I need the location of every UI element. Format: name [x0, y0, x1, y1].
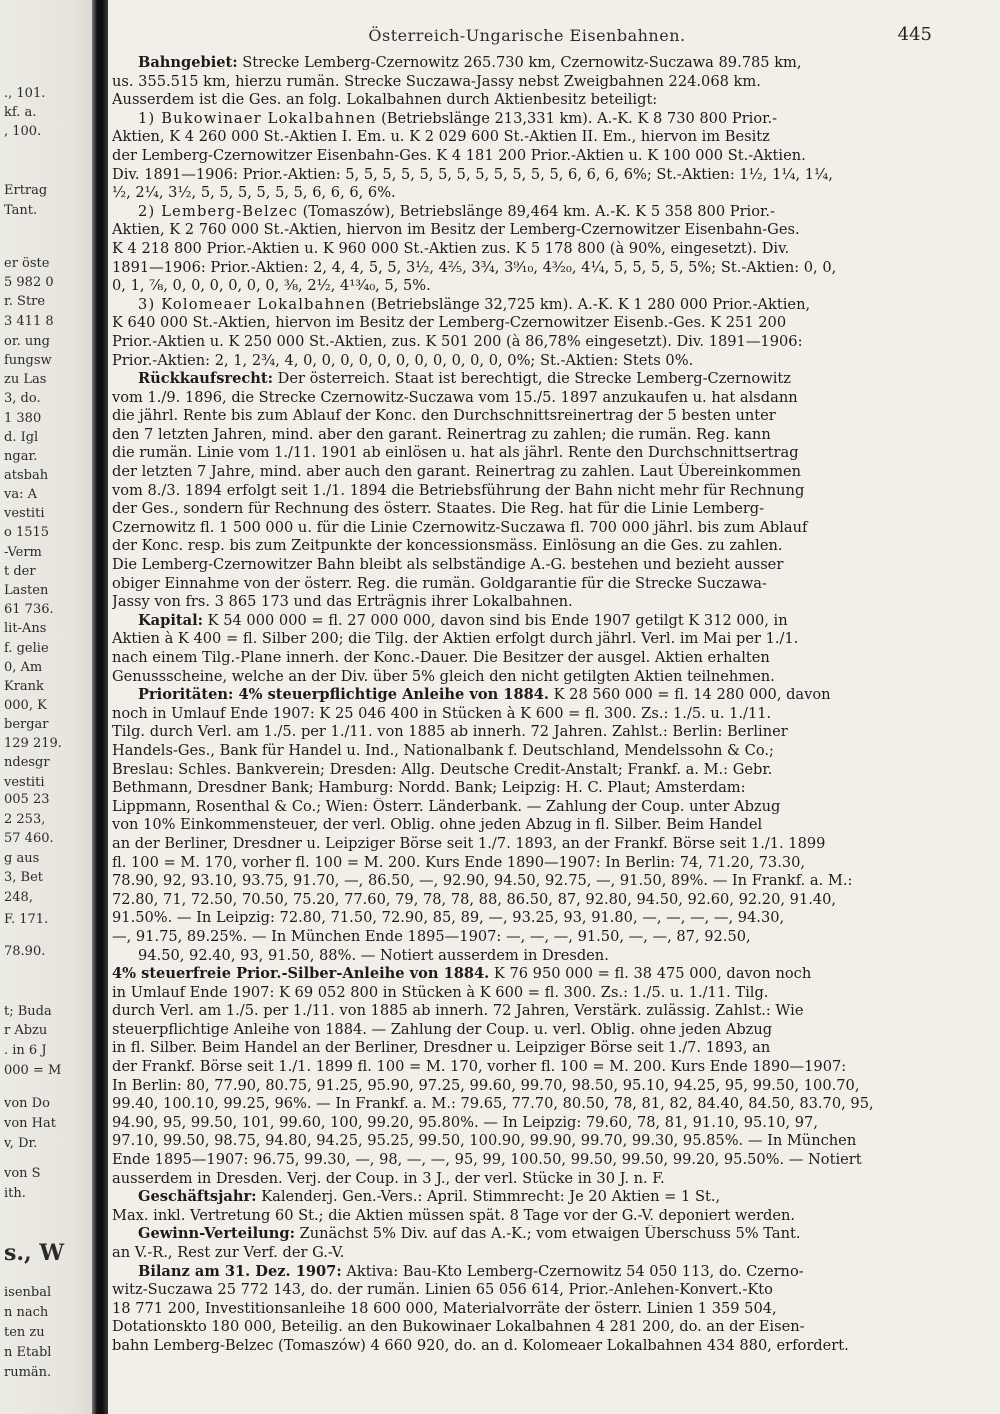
margin-fragment: lit-Ans — [4, 621, 47, 636]
section-heading: Kapital: — [138, 611, 204, 629]
text-line — [112, 240, 942, 259]
line-text: der Ges., sondern für Rechnung des österr. Staates. Die Reg. hat für die Linie Lemberg- — [112, 500, 765, 518]
text-line — [112, 1058, 942, 1077]
line-text: noch in Umlauf Ende 1907: K 25 046 400 in Stücken à K 600 = fl. 300. Zs.: 1./5. u. 1./11. — [112, 704, 772, 722]
line-text: von 10% Einkommensteuer, der verl. Oblig. ohne jeden Abzug in fl. Silber. Beim Handel — [112, 816, 763, 834]
text-line — [112, 444, 942, 463]
margin-fragment: , 100. — [4, 124, 42, 139]
margin-fragment: r. Stre — [4, 294, 46, 309]
margin-fragment: rumän. — [4, 1365, 52, 1380]
margin-fragment: n nach — [4, 1305, 49, 1320]
text-line — [112, 612, 942, 631]
margin-fragment: isenbal — [4, 1285, 52, 1300]
line-text: Aktien, K 4 260 000 St.-Aktien I. Em. u. K 2 029 600 St.-Aktien II. Em., hiervon im Besitz — [112, 128, 770, 146]
margin-fragment: 3, Bet — [4, 870, 44, 885]
margin-fragment: Ertrag — [4, 183, 48, 198]
text-line — [112, 166, 942, 185]
text-line — [112, 389, 942, 408]
line-text: Genussscheine, welche an der Div. über 5% gleich den nicht getilgten Aktien teilnehmen. — [112, 667, 775, 685]
line-text: 91.50%. — In Leipzig: 72.80, 71.50, 72.90, 85, 89, —, 93.25, 93, 91.80, —, —, —, —, 94.30, — [112, 909, 785, 927]
text-line — [112, 519, 942, 538]
text-line — [112, 259, 942, 278]
body-text — [112, 54, 942, 1356]
text-line — [112, 928, 942, 947]
margin-fragment: 005 23 — [4, 792, 50, 807]
line-text: Breslau: Schles. Bankverein; Dresden: Allg. Deutsche Credit-Anstalt; Frankf. a. M.: Gebr. — [112, 760, 773, 778]
text-line — [112, 593, 942, 612]
section-heading: 1) Bukowinaer Lokalbahnen — [138, 109, 377, 127]
text-line — [112, 891, 942, 910]
margin-fragment: 5 982 0 — [4, 275, 54, 290]
text-line — [112, 1039, 942, 1058]
section-heading: Gewinn-Verteilung: — [138, 1225, 295, 1243]
line-text: der Frankf. Börse seit 1./1. 1899 fl. 100 = M. 170, vorher fl. 100 = M. 200. Kurs Ende 1890—1907: — [112, 1058, 847, 1076]
section-heading: Bahngebiet: — [138, 54, 238, 71]
line-text: Kalenderj. Gen.-Vers.: April. Stimmrecht: Je 20 Aktien = 1 St., — [256, 1188, 721, 1206]
text-line — [112, 1114, 942, 1133]
margin-fragment: von Hat — [4, 1116, 56, 1131]
line-text: Jassy von frs. 3 865 173 und das Erträgnis ihrer Lokalbahnen. — [112, 593, 573, 611]
line-text: in Umlauf Ende 1907: K 69 052 800 in Stücken à K 600 = fl. 300. Zs.: 1./5. u. 1./11. Tilg. — [112, 983, 769, 1001]
text-line — [112, 1002, 942, 1021]
section-heading: 4% steuerfreie Prior.-Silber-Anleihe von 1884. — [112, 965, 490, 983]
line-text: (Betriebslänge 213,331 km). A.-K. K 8 730 800 Prior.- — [376, 109, 778, 127]
line-text: ausserdem in Dresden. Verj. der Coup. in 3 J., der verl. Stücke in 30 J. n. F. — [112, 1169, 665, 1187]
margin-fragment: ten zu — [4, 1325, 45, 1340]
line-text: 0, 1, ⁷⁄₈, 0, 0, 0, 0, 0, 0, ³⁄₈, 2½, 4¹³⁄₄₀, 5, 5%. — [112, 277, 431, 295]
line-text: obiger Einnahme von der österr. Reg. die rumän. Goldgarantie für die Strecke Suczawa- — [112, 574, 767, 592]
text-line — [112, 1207, 942, 1226]
line-text: Lippmann, Rosenthal & Co.; Wien: Österr. Länderbank. — Zahlung der Coup. unter Abzug — [112, 797, 781, 815]
margin-fragment: 2 253, — [4, 812, 46, 827]
margin-fragment: Lasten — [4, 583, 49, 598]
line-text: 97.10, 99.50, 98.75, 94.80, 94.25, 95.25, 99.50, 100.90, 99.90, 99.70, 99.30, 95.85%. — In München — [112, 1132, 857, 1150]
text-line — [112, 854, 942, 873]
text-line — [112, 370, 942, 389]
line-text: Tilg. durch Verl. am 1./5. per 1./11. von 1885 ab innerh. 72 Jahren. Zahlst.: Berlin: Berliner — [112, 723, 788, 741]
line-text: 72.80, 71, 72.50, 70.50, 75.20, 77.60, 79, 78, 78, 88, 86.50, 87, 92.80, 94.50, 92.60, 92.20, 91.40, — [112, 890, 837, 908]
text-line — [112, 1244, 942, 1263]
line-text: K 76 950 000 = fl. 38 475 000, davon noch — [489, 965, 812, 983]
text-line — [112, 1021, 942, 1040]
page-number: 445 — [897, 24, 932, 45]
line-text: Aktien, K 2 760 000 St.-Aktien, hiervon im Besitz der Lemberg-Czernowitzer Eisenbahn-Ges. — [112, 221, 800, 239]
line-text: Zunächst 5% Div. auf das A.-K.; vom etwaigen Überschuss 5% Tant. — [294, 1225, 801, 1243]
margin-fragment: . in 6 J — [4, 1043, 47, 1058]
line-text: —, 91.75, 89.25%. — In München Ende 1895—1907: —, —, —, 91.50, —, —, 87, 92.50, — [112, 927, 751, 945]
line-text: der letzten 7 Jahre, mind. aber auch den garant. Reinertrag zu zahlen. Laut Übereinkommen — [112, 463, 802, 481]
text-line — [112, 761, 942, 780]
margin-fragment: F. 171. — [4, 912, 49, 927]
text-line — [112, 1300, 942, 1319]
line-text: vom 1./9. 1896, die Strecke Czernowitz-Suczawa vom 15./5. 1897 anzukaufen u. hat alsdann — [112, 388, 798, 406]
line-text: Czernowitz fl. 1 500 000 u. für die Linie Czernowitz-Suczawa fl. 700 000 jährl. bis zum Ablauf — [112, 518, 808, 536]
line-text: us. 355.515 km, hierzu rumän. Strecke Suczawa-Jassy nebst Zweigbahnen 224.068 km. — [112, 72, 761, 90]
line-text: witz-Suczawa 25 772 143, do. der rumän. Linien 65 056 614, Prior.-Anlehen-Konvert.-Kto — [112, 1281, 773, 1299]
margin-fragment: von Do — [4, 1096, 50, 1111]
margin-fragment: er öste — [4, 256, 50, 271]
line-text: die rumän. Linie vom 1./11. 1901 ab einlösen u. hat als jährl. Rente den Durchschnittsertrag — [112, 444, 799, 462]
text-line — [112, 537, 942, 556]
section-heading: Geschäftsjahr: — [138, 1188, 257, 1206]
text-line — [112, 649, 942, 668]
text-line — [112, 1170, 942, 1189]
text-line — [112, 1077, 942, 1096]
text-line — [112, 482, 942, 501]
margin-fragment: kf. a. — [4, 105, 37, 120]
margin-fragment: 129 219. — [4, 736, 62, 751]
text-line — [112, 1225, 942, 1244]
line-text: Handels-Ges., Bank für Handel u. Ind., Nationalbank f. Deutschland, Mendelssohn & Co.; — [112, 741, 774, 759]
text-line — [112, 277, 942, 296]
line-text: fl. 100 = M. 170, vorher fl. 100 = M. 200. Kurs Ende 1890—1907: In Berlin: 74, 71.20, 73.30, — [112, 853, 806, 871]
text-line — [112, 872, 942, 891]
margin-fragment: d. Igl — [4, 430, 39, 445]
text-line — [112, 203, 942, 222]
margin-fragment: va: A — [4, 487, 37, 502]
margin-fragment: 3, do. — [4, 391, 41, 406]
text-line — [112, 742, 942, 761]
line-text: Max. inkl. Vertretung 60 St.; die Aktien müssen spät. 8 Tage vor der G.-V. deponiert werden. — [112, 1206, 796, 1224]
text-line — [112, 1095, 942, 1114]
text-line — [112, 500, 942, 519]
line-text: steuerpflichtige Anleihe von 1884. — Zahlung der Coup. u. verl. Oblig. ohne jeden Abzug — [112, 1020, 773, 1038]
line-text: in fl. Silber. Beim Handel an der Berliner, Dresdner u. Leipziger Börse seit 1./7. 1893, an — [112, 1039, 771, 1057]
margin-fragment: t der — [4, 564, 36, 579]
text-line — [112, 909, 942, 928]
margin-fragment: 0, Am — [4, 660, 43, 675]
text-line — [112, 91, 942, 110]
section-heading: Prioritäten: 4% steuerpflichtige Anleihe von 1884. — [138, 686, 549, 704]
text-line — [112, 965, 942, 984]
page — [112, 18, 942, 1410]
book-gutter — [92, 0, 108, 1414]
margin-fragment: v, Dr. — [4, 1136, 38, 1151]
text-line — [112, 73, 942, 92]
line-text: Der österreich. Staat ist berechtigt, die Strecke Lemberg-Czernowitz — [273, 370, 791, 388]
margin-fragment: atsbah — [4, 468, 49, 483]
margin-fragment: g aus — [4, 851, 40, 866]
margin-fragment: vestiti — [4, 506, 45, 521]
margin-fragment: 61 736. — [4, 602, 54, 617]
text-line — [112, 1318, 942, 1337]
text-line — [112, 1337, 942, 1356]
line-text: durch Verl. am 1./5. per 1./11. von 1885 ab innerh. 72 Jahren, Verstärk. zulässig. Zahlst.: Wie — [112, 1002, 804, 1020]
line-text: an V.-R., Rest zur Verf. der G.-V. — [112, 1244, 345, 1261]
margin-fragment: 248, — [4, 890, 33, 905]
line-text: vom 8./3. 1894 erfolgt seit 1./1. 1894 die Betriebsführung der Bahn nicht mehr für Rechnung — [112, 481, 805, 499]
line-text: 94.50, 92.40, 93, 91.50, 88%. — Notiert ausserdem in Dresden. — [138, 946, 609, 964]
line-text: K 54 000 000 = fl. 27 000 000, davon sind bis Ende 1907 getilgt K 312 000, in — [203, 611, 788, 629]
margin-fragment: bergar — [4, 717, 49, 732]
margin-fragment: r Abzu — [4, 1023, 48, 1038]
text-line — [112, 1188, 942, 1207]
margin-fragment: n Etabl — [4, 1345, 52, 1360]
margin-fragment: zu Las — [4, 372, 47, 387]
margin-fragment: or. ung — [4, 334, 50, 349]
margin-fragment: s., W — [4, 1240, 65, 1266]
section-heading: Bilanz am 31. Dez. 1907: — [138, 1262, 342, 1280]
margin-fragment: 3 411 8 — [4, 314, 54, 329]
line-text: Div. 1891—1906: Prior.-Aktien: 5, 5, 5, 5, 5, 5, 5, 5, 5, 5, 5, 5, 6, 6, 6, 6%; St.-Aktien: 1½, 1¼, 1¼, — [112, 165, 833, 183]
margin-fragment: ndesgr — [4, 755, 50, 770]
text-line — [112, 1281, 942, 1300]
section-heading: 2) Lemberg-Belzec — [138, 202, 298, 220]
text-line — [112, 816, 942, 835]
text-line — [112, 1263, 942, 1282]
line-text: K 640 000 St.-Aktien, hiervon im Besitz der Lemberg-Czernowitzer Eisenb.-Ges. K 251 200 — [112, 314, 787, 332]
text-line — [112, 352, 942, 371]
line-text: K 28 560 000 = fl. 14 280 000, davon — [549, 686, 831, 704]
line-text: Dotationskto 180 000, Beteilig. an den Bukowinaer Lokalbahnen 4 281 200, do. an der Eisen- — [112, 1318, 805, 1336]
text-line — [112, 1151, 942, 1170]
margin-fragment: Tant. — [4, 203, 38, 218]
line-text: Strecke Lemberg-Czernowitz 265.730 km, Czernowitz-Suczawa 89.785 km, — [237, 54, 802, 71]
line-text: bahn Lemberg-Belzec (Tomaszów) 4 660 920, do. an d. Kolomeaer Lokalbahnen 434 880, erfordert. — [112, 1336, 849, 1354]
text-line — [112, 947, 942, 966]
line-text: den 7 letzten Jahren, mind. aber den garant. Reinertrag zu zahlen; die rumän. Reg. kann — [112, 425, 771, 443]
section-heading: Rückkaufsrecht: — [138, 370, 274, 388]
text-line — [112, 463, 942, 482]
text-line — [112, 575, 942, 594]
line-text: Bethmann, Dresdner Bank; Hamburg: Nordd. Bank; Leipzig: H. C. Plaut; Amsterdam: — [112, 779, 746, 797]
margin-fragment: 78.90. — [4, 944, 46, 959]
left-margin-fragments — [0, 0, 100, 1414]
text-line — [112, 835, 942, 854]
line-text: Ende 1895—1907: 96.75, 99.30, —, 98, —, —, 95, 99, 100.50, 99.50, 99.50, 99.20, 95.50%. — Notiert — [112, 1151, 862, 1169]
margin-fragment: -Verm — [4, 545, 42, 560]
line-text: Aktiva: Bau-Kto Lemberg-Czernowitz 54 050 113, do. Czerno- — [341, 1262, 804, 1280]
text-line — [112, 779, 942, 798]
line-text: 18 771 200, Investitionsanleihe 18 600 000, Materialvorräte der österr. Linien 1 359 504, — [112, 1299, 777, 1317]
line-text: In Berlin: 80, 77.90, 80.75, 91.25, 95.90, 97.25, 99.60, 99.70, 98.50, 95.10, 94.25, 95, 99.50, 100.70, — [112, 1076, 860, 1094]
text-line — [112, 723, 942, 742]
margin-fragment: t; Buda — [4, 1004, 52, 1019]
line-text: 99.40, 100.10, 99.25, 96%. — In Frankf. a. M.: 79.65, 77.70, 80.50, 78, 81, 82, 84.40, 84.50, 83.70, 95, — [112, 1095, 874, 1113]
margin-fragment: von S — [4, 1166, 41, 1181]
margin-fragment: ith. — [4, 1186, 26, 1201]
text-line — [112, 1132, 942, 1151]
text-line — [112, 314, 942, 333]
line-text: nach einem Tilg.-Plane innerh. der Konc.-Dauer. Die Besitzer der ausgel. Aktien erhalten — [112, 649, 770, 666]
text-line — [112, 110, 942, 129]
line-text: K 4 218 800 Prior.-Aktien u. K 960 000 St.-Aktien zus. K 5 178 800 (à 90%, eingesetzt). Div. — [112, 239, 790, 257]
margin-fragment: vestiti — [4, 775, 45, 790]
section-heading: 3) Kolomeaer Lokalbahnen — [138, 295, 367, 313]
text-line — [112, 333, 942, 352]
text-line — [112, 184, 942, 203]
line-text: ½, 2¼, 3½, 5, 5, 5, 5, 5, 5, 6, 6, 6, 6%. — [112, 184, 396, 202]
margin-fragment: ., 101. — [4, 86, 46, 101]
line-text: Ausserdem ist die Ges. an folg. Lokalbahnen durch Aktienbesitz beteiligt: — [112, 91, 658, 109]
text-line — [112, 221, 942, 240]
line-text: Aktien à K 400 = fl. Silber 200; die Tilg. der Aktien erfolgt durch jährl. Verl. im Mai per 1./1. — [112, 630, 799, 648]
line-text: 1891—1906: Prior.-Aktien: 2, 4, 4, 5, 5, 3½, 4⅖, 3¾, 3⁹⁄₁₀, 4³⁄₂₀, 4¼, 5, 5, 5, 5, 5%; St.-Aktien: 0, 0, — [112, 258, 837, 276]
text-line — [112, 705, 942, 724]
text-line — [112, 556, 942, 575]
margin-fragment: o 1515 — [4, 525, 50, 540]
text-line — [112, 296, 942, 315]
margin-fragment: f. gelie — [4, 641, 49, 656]
page-header — [112, 18, 942, 54]
line-text: 78.90, 92, 93.10, 93.75, 91.70, —, 86.50, —, 92.90, 94.50, 92.75, —, 91.50, 89%. — In Frankf. a. M.: — [112, 872, 853, 890]
text-line — [112, 426, 942, 445]
line-text: der Lemberg-Czernowitzer Eisenbahn-Ges. K 4 181 200 Prior.-Aktien u. K 100 000 St.-Aktien. — [112, 146, 806, 164]
line-text: Die Lemberg-Czernowitzer Bahn bleibt als selbständige A.-G. bestehen und bezieht ausser — [112, 556, 784, 574]
text-line — [112, 128, 942, 147]
line-text: die jährl. Rente bis zum Ablauf der Konc. den Durchschnittsreinertrag der 5 besten unter — [112, 407, 776, 425]
margin-fragment: 000 = M — [4, 1063, 62, 1078]
text-line — [112, 798, 942, 817]
text-line — [112, 147, 942, 166]
text-line — [112, 54, 942, 73]
line-text: der Konc. resp. bis zum Zeitpunkte der koncessionsmäss. Einlösung an die Ges. zu zahlen. — [112, 537, 783, 555]
text-line — [112, 984, 942, 1003]
margin-fragment: fungsw — [4, 353, 52, 368]
margin-fragment: 000, K — [4, 698, 47, 713]
text-line — [112, 668, 942, 687]
margin-fragment: ngar. — [4, 449, 38, 464]
line-text: Prior.-Aktien: 2, 1, 2¾, 4, 0, 0, 0, 0, 0, 0, 0, 0, 0, 0, 0, 0%; St.-Aktien: Stets 0%. — [112, 351, 694, 369]
margin-fragment: 57 460. — [4, 831, 54, 846]
text-line — [112, 630, 942, 649]
margin-fragment: 1 380 — [4, 411, 42, 426]
text-line — [112, 407, 942, 426]
running-head: Österreich-Ungarische Eisenbahnen. — [368, 26, 686, 45]
margin-fragment: Krank — [4, 679, 44, 694]
line-text: 94.90, 95, 99.50, 101, 99.60, 100, 99.20, 95.80%. — In Leipzig: 79.60, 78, 81, 91.10, 95.10, 97, — [112, 1113, 818, 1131]
line-text: (Betriebslänge 32,725 km). A.-K. K 1 280 000 Prior.-Aktien, — [366, 295, 811, 313]
line-text: Prior.-Aktien u. K 250 000 St.-Aktien, zus. K 501 200 (à 86,78% eingesetzt). Div. 1891—1906: — [112, 332, 803, 350]
line-text: an der Berliner, Dresdner u. Leipziger Börse seit 1./7. 1893, an der Frankf. Börse seit 1./1. 1899 — [112, 834, 826, 852]
text-line — [112, 686, 942, 705]
line-text: (Tomaszów), Betriebslänge 89,464 km. A.-K. K 5 358 800 Prior.- — [297, 202, 775, 220]
